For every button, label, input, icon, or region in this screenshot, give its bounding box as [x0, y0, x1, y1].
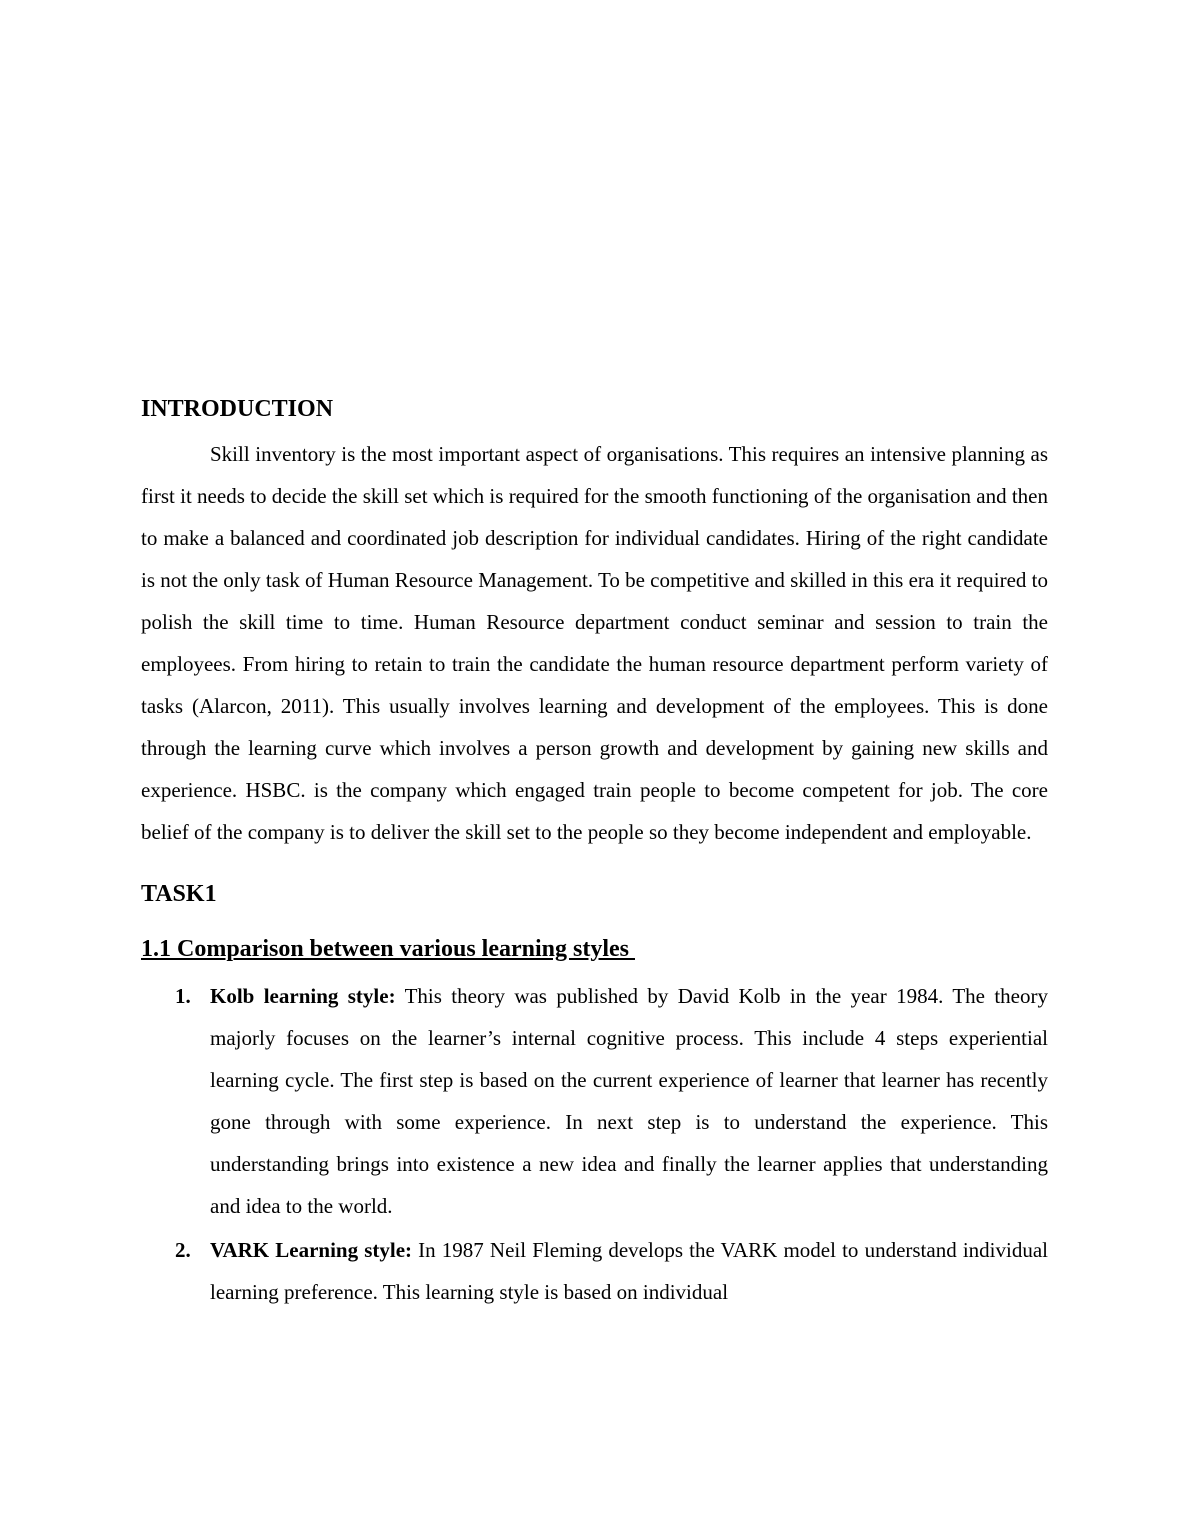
task1-heading: TASK1: [141, 881, 217, 907]
learning-styles-list: [141, 975, 1048, 1313]
list-item-number: 1.: [175, 984, 191, 1008]
list-item: [141, 1229, 1048, 1313]
list-item-text: In 1987 Neil Fleming develops the VARK model to understand individual learning preference. This learning style is based on individual: [210, 1238, 1048, 1304]
list-item-text: This theory was published by David Kolb in the year 1984. The theory majorly focuses on the learner’s internal cognitive process. This include 4 steps experiential learning cycle. The first step is based on the current experience of learner that learner has recently gone through with some experience. In next step is to understand the experience. This understanding brings into existence a new idea and finally the learner applies that understanding and idea to the world.: [210, 984, 1048, 1218]
list-item: [141, 975, 1048, 1227]
list-item-title: Kolb learning style:: [210, 984, 396, 1008]
list-item-number: 2.: [175, 1238, 191, 1262]
introduction-heading: INTRODUCTION: [141, 396, 334, 422]
introduction-paragraph: Skill inventory is the most important aspect of organisations. This requires an intensive planning as first it needs to decide the skill set which is required for the smooth functioning of the organisation and then to make a balanced and coordinated job description for individual candidates. Hiring of the right candidate is not the only task of Human Resource Management. To be competitive and skilled in this era it required to polish the skill time to time. Human Resource department conduct seminar and session to train the employees. From hiring to retain to train the candidate the human resource department perform variety of tasks (Alarcon, 2011). This usually involves learning and development of the employees. This is done through the learning curve which involves a person growth and development by gaining new skills and experience. HSBC. is the company which engaged train people to become competent for job. The core belief of the company is to deliver the skill set to the people so they become independent and employable.: [141, 442, 1048, 844]
list-item-title: VARK Learning style:: [210, 1238, 413, 1262]
document-page: [141, 393, 1048, 1315]
section-1-1-heading: 1.1 Comparison between various learning styles: [141, 936, 635, 962]
